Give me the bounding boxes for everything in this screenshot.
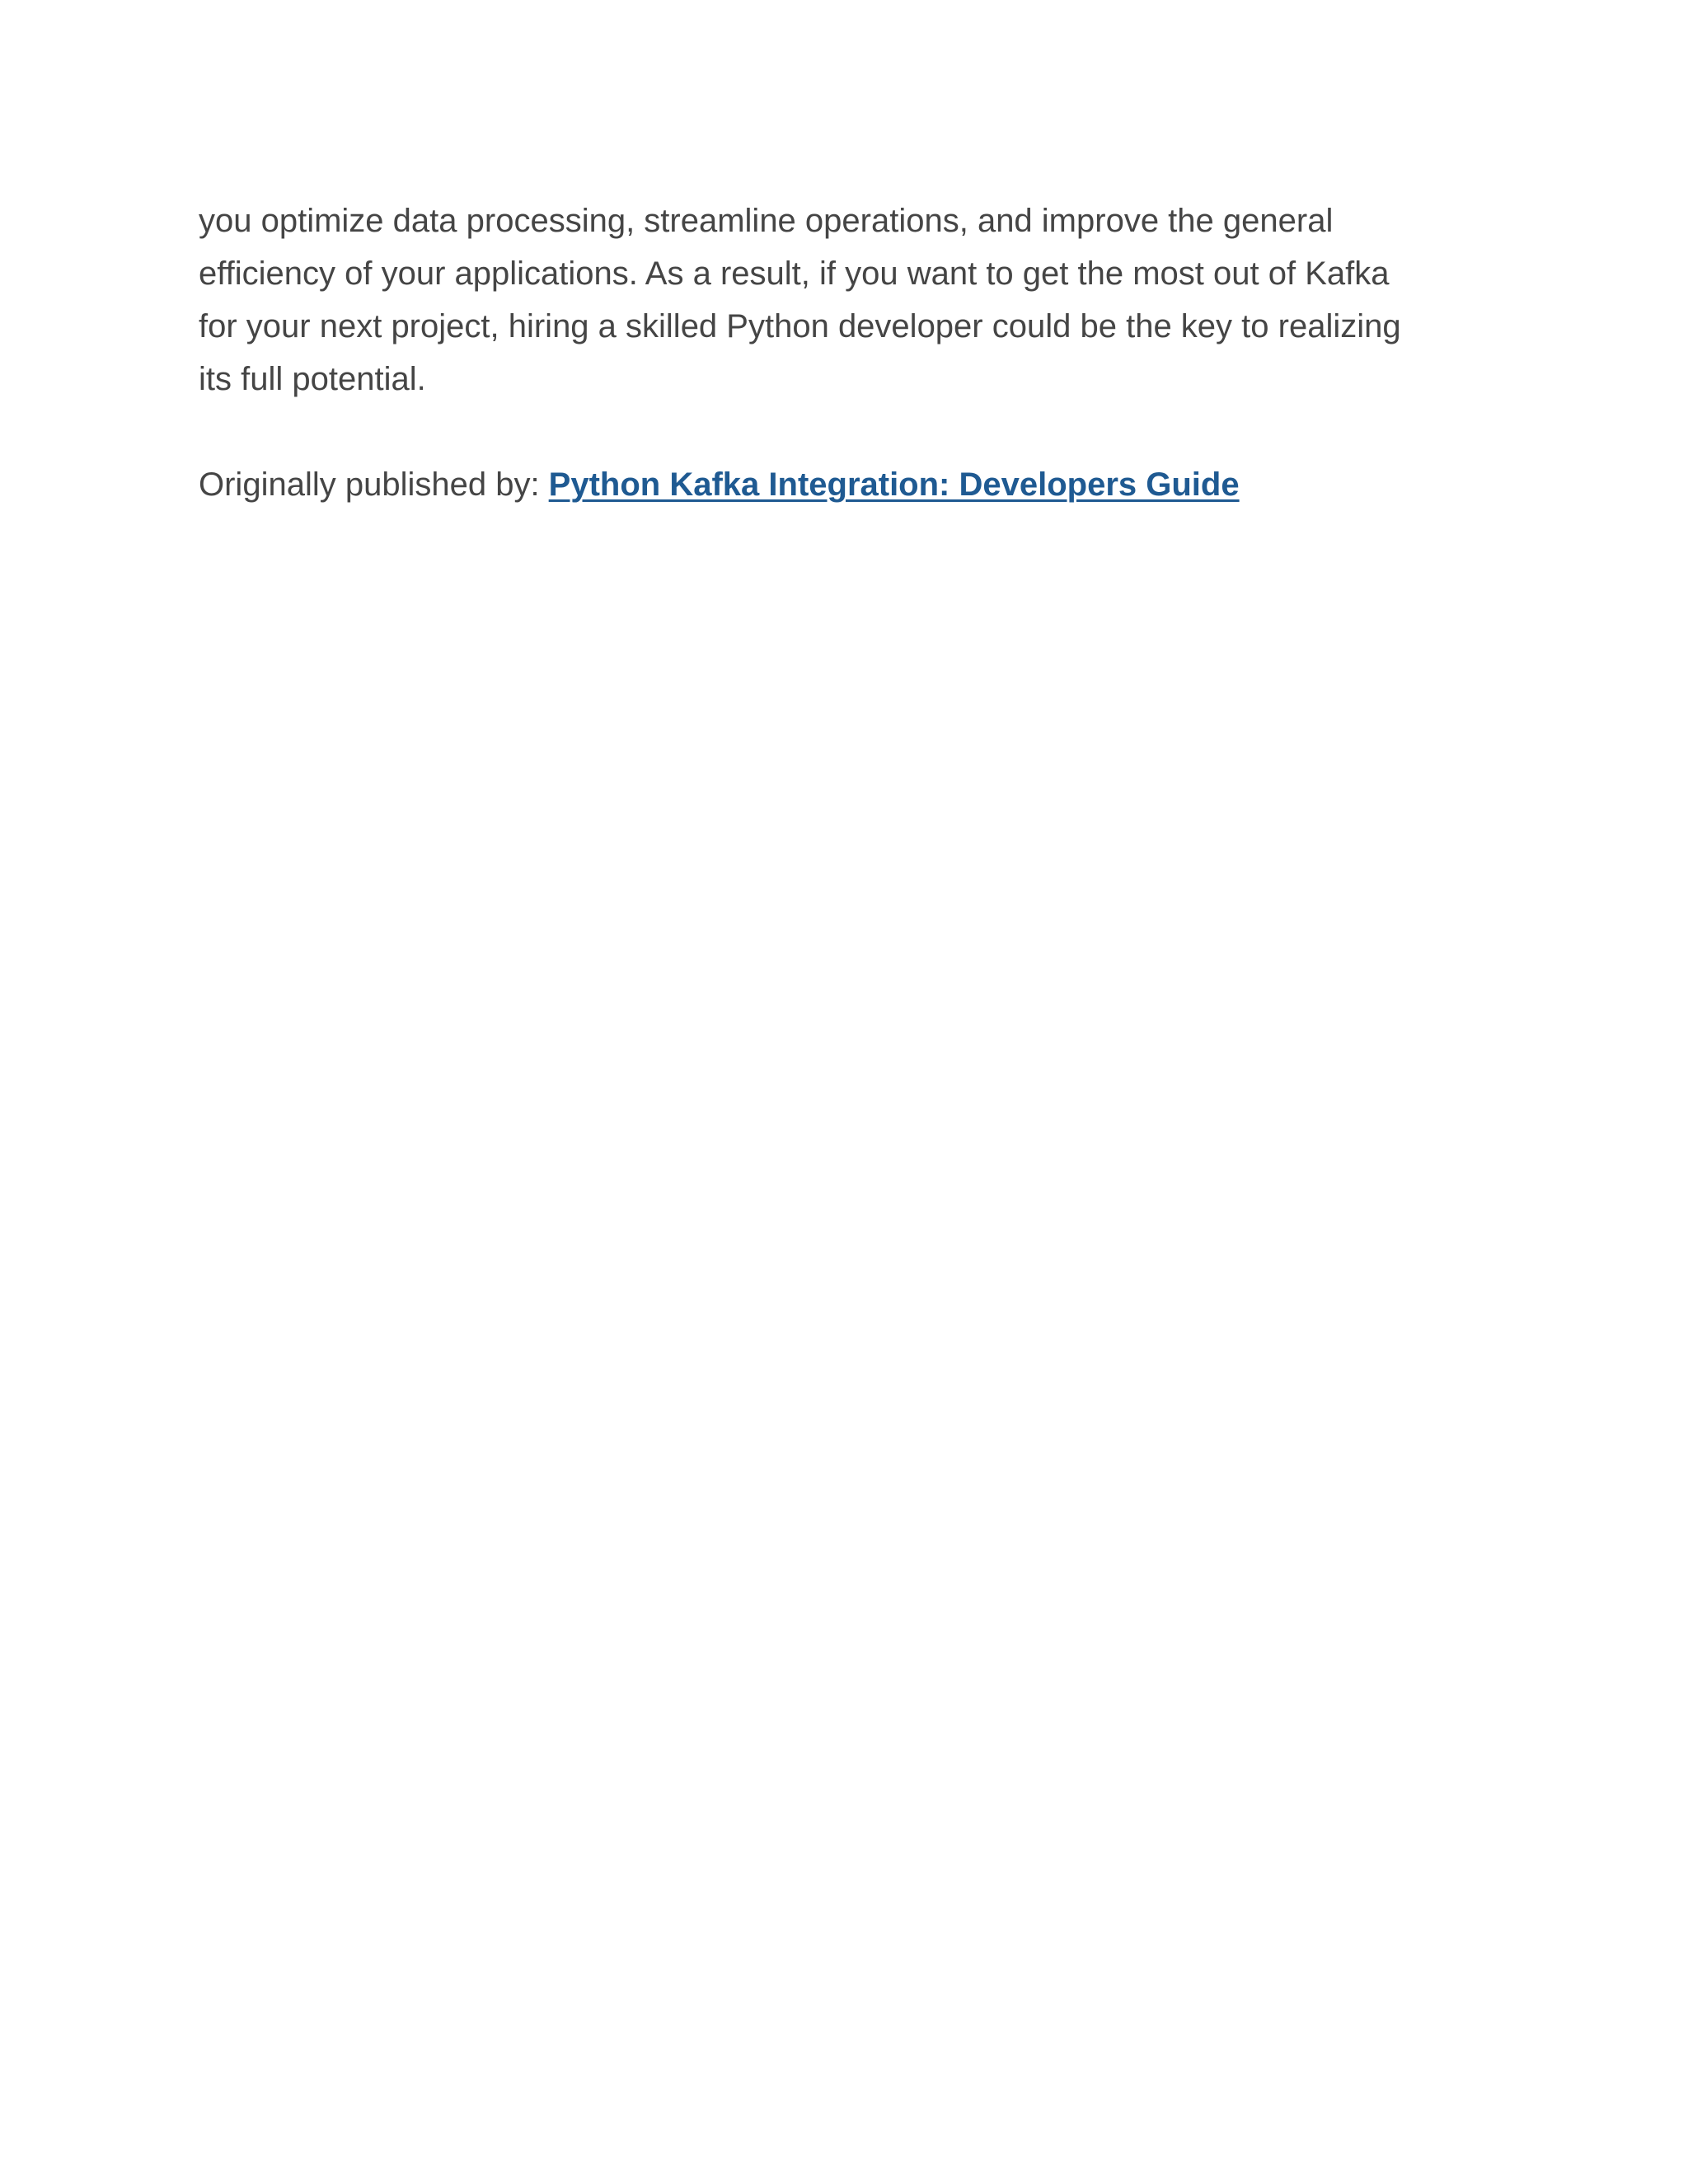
paragraph-line: for your next project, hiring a skilled Python developer could be the key to realizing [199, 308, 1401, 344]
byline-prefix: Originally published by: [199, 466, 549, 503]
paragraph-line: you optimize data processing, streamline operations, and improve the general [199, 203, 1334, 239]
source-article-link[interactable]: Python Kafka Integration: Developers Guide [548, 466, 1240, 503]
paragraph [199, 194, 1484, 405]
paragraph-line: its full potential. [199, 361, 426, 397]
byline [199, 458, 1484, 511]
document-body [199, 194, 1484, 511]
paragraph-line: efficiency of your applications. As a result, if you want to get the most out of Kafka [199, 255, 1390, 292]
